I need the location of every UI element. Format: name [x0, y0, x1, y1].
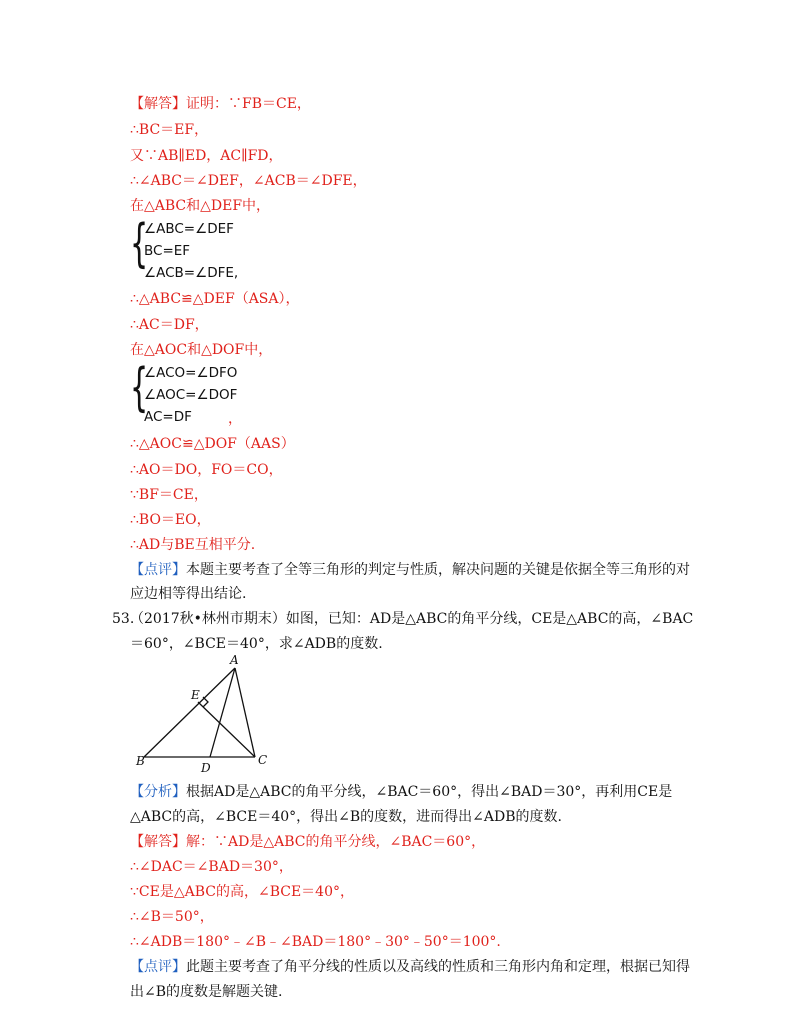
segment-ad: [210, 668, 235, 757]
equation-system-1: [144, 218, 238, 284]
solution1-after1-2: 在△AOC和△DOF中，: [130, 342, 273, 358]
solution1-after1-1: ∴AC＝DF，: [130, 317, 209, 333]
vertex-label-a: A: [230, 653, 239, 667]
comment1-line-1: [130, 560, 690, 580]
solution1-after2-4: ∴AD与BE互相平分.: [130, 537, 256, 553]
comment-text: 本题主要考查了全等三角形的判定与性质，解决问题的关键是依据全等三角形的对: [186, 562, 690, 578]
analysis-line-2: △ABC的高，∠BCE＝40°，得出∠B的度数，进而得出∠ADB的度数.: [130, 809, 562, 825]
solution-text: 证明：∵FB＝CE，: [186, 96, 311, 112]
comment-tag: 【点评】: [130, 562, 186, 578]
solution1-after2-3: ∴BO＝EO，: [130, 512, 211, 528]
triangle-figure: [136, 650, 280, 775]
answer-line-3: ∴∠B＝50°，: [130, 909, 214, 925]
right-angle-mark: [203, 697, 208, 707]
answer-line-0: [130, 832, 485, 852]
segment-ce: [198, 702, 255, 757]
comment2-line-2: 出∠B的度数是解题关键.: [130, 984, 283, 1000]
system2-eq-1: ∠AOC=∠DOF: [144, 387, 238, 403]
solution1-line-2: 又∵AB∥ED，AC∥FD，: [130, 148, 283, 164]
answer-line-2: ∵CE是△ABC的高，∠BCE＝40°，: [130, 884, 354, 900]
analysis-line-1: [130, 782, 672, 802]
system-brace-1: {: [130, 214, 149, 274]
system1-eq-2: ∠ACB=∠DFE,: [144, 265, 239, 281]
solution1-line-0: [130, 94, 311, 114]
answer-tag-2: 【解答】: [130, 834, 186, 850]
vertex-label-e: E: [191, 688, 200, 702]
answer-line-1: ∴∠DAC＝∠BAD＝30°，: [130, 859, 293, 875]
vertex-label-d: D: [201, 761, 211, 775]
answer-tag: 【解答】: [130, 96, 186, 112]
system1-eq-1: BC=EF: [144, 243, 191, 259]
problem-line-2: ＝60°，∠BCE＝40°，求∠ADB的度数.: [130, 636, 383, 652]
solution1-after2-1: ∴AO＝DO，FO＝CO，: [130, 462, 283, 478]
answer-line-4: ∴∠ADB＝180°﹣∠B﹣∠BAD＝180°﹣30°﹣50°＝100°.: [130, 934, 501, 950]
side-ab: [144, 668, 235, 757]
system1-eq-0: ∠ABC=∠DEF: [144, 221, 234, 237]
equation-system-2: [144, 362, 237, 428]
side-ac: [235, 668, 255, 757]
solution1-line-3: ∴∠ABC＝∠DEF，∠ACB＝∠DFE，: [130, 173, 367, 189]
vertex-label-b: B: [136, 754, 145, 768]
solution1-line-1: ∴BC＝EF，: [130, 122, 209, 138]
system-brace-2: {: [130, 358, 149, 418]
analysis-tag: 【分析】: [130, 784, 186, 800]
vertex-label-c: C: [258, 753, 268, 767]
system2-eq-2: AC=DF: [144, 409, 192, 425]
comment-text-2: 此题主要考查了角平分线的性质以及高线的性质和三角形内角和定理，根据已知得: [186, 959, 690, 975]
comment2-line-1: [130, 957, 690, 977]
comment1-line-2: 应边相等得出结论.: [130, 586, 247, 602]
solution1-after2-2: ∵BF＝CE，: [130, 487, 208, 503]
comment-tag-2: 【点评】: [130, 959, 186, 975]
problem-number: 53.: [112, 611, 135, 627]
solution1-line-4: 在△ABC和△DEF中，: [130, 198, 271, 214]
solution1-after2-0: ∴△AOC≌△DOF（AAS）: [130, 436, 295, 452]
answer-text: 解：∵AD是△ABC的角平分线，∠BAC＝60°，: [186, 834, 486, 850]
problem-line-1: （2017秋•林州市期末）如图，已知：AD是△ABC的角平分线，CE是△ABC的高，∠BAC: [130, 611, 694, 627]
solution1-after1-0: ∴△ABC≌△DEF（ASA），: [130, 291, 300, 307]
analysis-text: 根据AD是△ABC的角平分线，∠BAC＝60°，得出∠BAD＝30°，再利用CE是: [186, 784, 673, 800]
system2-eq-0: ∠ACO=∠DFO: [144, 365, 238, 381]
system2-comma: ，: [228, 411, 242, 427]
